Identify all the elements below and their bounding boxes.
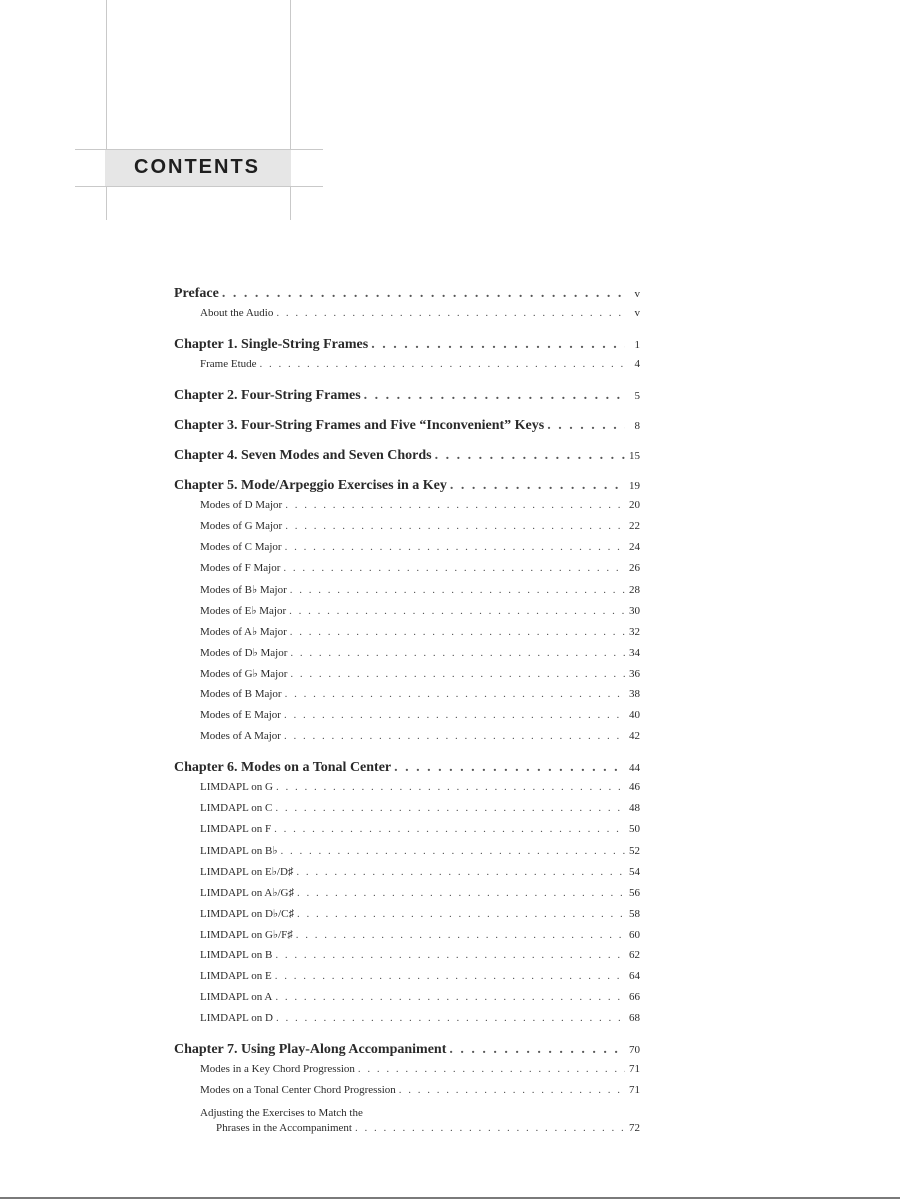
toc-entry-row xyxy=(200,520,640,541)
toc-entry-page-number: 22 xyxy=(629,520,640,532)
dot-leader xyxy=(290,647,625,659)
toc-gap xyxy=(174,439,640,448)
toc-section-entry[interactable] xyxy=(174,520,640,541)
toc-entry-page-number: 40 xyxy=(629,709,640,721)
toc-section-entry[interactable] xyxy=(174,886,640,907)
toc-entry-label: Chapter 3. Four-String Frames and Five “Inconvenient” Keys xyxy=(174,418,545,433)
toc-section-entry[interactable] xyxy=(174,688,640,709)
toc-entry-page-number: 68 xyxy=(629,1012,640,1024)
toc-entry-row xyxy=(200,625,640,646)
toc-section-entry[interactable] xyxy=(174,802,640,823)
toc-entry-label: LIMDAPL on A xyxy=(200,991,273,1003)
toc-entry-page-number: 15 xyxy=(629,450,640,462)
toc-entry-page-number: 66 xyxy=(629,991,640,1003)
toc-entry-label: LIMDAPL on G♭/F♯ xyxy=(200,929,293,941)
toc-entry-row xyxy=(174,337,640,358)
dot-leader xyxy=(296,929,625,941)
rule-bottom xyxy=(75,186,323,187)
toc-entry-row xyxy=(200,802,640,823)
toc-entry-label: LIMDAPL on E♭/D♯ xyxy=(200,866,294,878)
toc-section-entry[interactable] xyxy=(174,970,640,991)
toc-entry-label: LIMDAPL on E xyxy=(200,970,272,982)
dot-leader xyxy=(260,358,625,370)
toc-section-entry[interactable] xyxy=(174,1105,640,1143)
toc-entry-row xyxy=(174,478,640,499)
toc-chapter-entry[interactable] xyxy=(174,448,640,469)
toc-entry-row xyxy=(200,688,640,709)
toc-gap xyxy=(174,328,640,337)
toc-entry-label: Chapter 6. Modes on a Tonal Center xyxy=(174,760,392,775)
toc-entry-row xyxy=(200,541,640,562)
toc-entry-label: LIMDAPL on D xyxy=(200,1012,273,1024)
toc-entry-label: Modes of B Major xyxy=(200,688,282,700)
toc-chapter-entry[interactable] xyxy=(174,760,640,781)
toc-entry-label: Chapter 2. Four-String Frames xyxy=(174,388,361,403)
toc-section-entry[interactable] xyxy=(174,991,640,1012)
toc-entry-row xyxy=(200,970,640,991)
toc-section-entry[interactable] xyxy=(174,667,640,688)
toc-entry-row xyxy=(200,667,640,688)
toc-section-entry[interactable] xyxy=(174,844,640,865)
dot-leader xyxy=(276,1012,625,1024)
table-of-contents xyxy=(174,286,640,1143)
toc-entry-page-number: 52 xyxy=(629,845,640,857)
toc-entry-label: Modes of E Major xyxy=(200,709,281,721)
toc-entry-label: Modes of F Major xyxy=(200,562,281,574)
toc-entry-row xyxy=(174,418,640,439)
toc-section-entry[interactable] xyxy=(174,781,640,802)
dot-leader xyxy=(285,520,625,532)
toc-entry-row xyxy=(200,709,640,730)
page-title: CONTENTS xyxy=(134,156,260,178)
toc-entry-label: LIMDAPL on B xyxy=(200,949,273,961)
toc-entry-row xyxy=(174,448,640,469)
toc-section-entry[interactable] xyxy=(174,865,640,886)
dot-leader xyxy=(290,668,625,680)
toc-entry-label: Modes of A♭ Major xyxy=(200,626,287,638)
toc-entry-label: LIMDAPL on C xyxy=(200,802,273,814)
toc-entry-page-number: 62 xyxy=(629,949,640,961)
toc-section-entry[interactable] xyxy=(174,1012,640,1033)
toc-chapter-entry[interactable] xyxy=(174,418,640,439)
toc-entry-label-line1: Adjusting the Exercises to Match the xyxy=(200,1107,363,1119)
toc-entry-row xyxy=(174,286,640,307)
toc-entry-page-number: 28 xyxy=(629,584,640,596)
toc-entry-row xyxy=(200,1084,640,1105)
toc-entry-page-number: 44 xyxy=(629,762,640,774)
toc-gap xyxy=(174,469,640,478)
dot-leader xyxy=(355,1122,625,1134)
dot-leader xyxy=(364,388,625,404)
toc-entry-page-number: 20 xyxy=(629,499,640,511)
dot-leader xyxy=(399,1084,625,1096)
dot-leader xyxy=(297,887,625,899)
toc-entry-page-number: 42 xyxy=(629,730,640,742)
dot-leader xyxy=(285,499,625,511)
toc-entry-page-number: 71 xyxy=(629,1084,640,1096)
toc-chapter-entry[interactable] xyxy=(174,337,640,358)
toc-entry-label: Modes of A Major xyxy=(200,730,281,742)
toc-entry-page-number: 72 xyxy=(629,1122,640,1134)
dot-leader xyxy=(449,1042,625,1058)
dot-leader xyxy=(275,802,625,814)
toc-entry-page-number: 26 xyxy=(629,562,640,574)
toc-section-entry[interactable] xyxy=(174,307,640,328)
toc-entry-row xyxy=(200,307,640,328)
toc-entry-page-number: 60 xyxy=(629,929,640,941)
toc-entry-page-number: 1 xyxy=(634,339,640,351)
toc-section-entry[interactable] xyxy=(174,541,640,562)
toc-gap xyxy=(174,1033,640,1042)
dot-leader xyxy=(285,688,625,700)
toc-section-entry[interactable] xyxy=(174,1084,640,1105)
dot-leader xyxy=(290,584,625,596)
toc-entry-row xyxy=(200,358,640,379)
dot-leader xyxy=(275,991,625,1003)
toc-entry-page-number: 56 xyxy=(629,887,640,899)
dot-leader xyxy=(290,626,625,638)
toc-section-entry[interactable] xyxy=(174,823,640,844)
toc-entry-page-number: 70 xyxy=(629,1044,640,1056)
dot-leader xyxy=(284,730,625,742)
dot-leader xyxy=(275,970,625,982)
toc-entry-page-number: 8 xyxy=(634,420,640,432)
toc-entry-page-number: 64 xyxy=(629,970,640,982)
toc-gap xyxy=(174,379,640,388)
toc-entry-page-number: 48 xyxy=(629,802,640,814)
toc-section-entry[interactable] xyxy=(174,928,640,949)
toc-chapter-entry[interactable] xyxy=(174,286,640,307)
toc-entry-page-number: 50 xyxy=(629,823,640,835)
toc-entry-page-number: 32 xyxy=(629,626,640,638)
dot-leader xyxy=(285,541,625,553)
toc-entry-row xyxy=(200,604,640,625)
dot-leader xyxy=(276,781,625,793)
toc-entry-label: Modes of D♭ Major xyxy=(200,647,288,659)
dot-leader xyxy=(289,605,625,617)
toc-entry-label: LIMDAPL on D♭/C♯ xyxy=(200,908,295,920)
toc-section-entry[interactable] xyxy=(174,949,640,970)
toc-entry-label: LIMDAPL on A♭/G♯ xyxy=(200,887,295,899)
toc-entry-row xyxy=(174,388,640,409)
dot-leader xyxy=(358,1063,625,1075)
toc-entry-page-number: v xyxy=(634,288,640,300)
toc-entry-label: LIMDAPL on F xyxy=(200,823,272,835)
toc-entry-label: Frame Etude xyxy=(200,358,257,370)
toc-section-entry[interactable] xyxy=(174,625,640,646)
toc-entry-label: About the Audio xyxy=(200,307,274,319)
toc-entry-page-number: 54 xyxy=(629,866,640,878)
toc-entry-page-number: 46 xyxy=(629,781,640,793)
toc-entry-page-number: 58 xyxy=(629,908,640,920)
toc-entry-label: LIMDAPL on G xyxy=(200,781,273,793)
toc-section-entry[interactable] xyxy=(174,646,640,667)
toc-entry-row xyxy=(200,1063,640,1084)
toc-section-entry[interactable] xyxy=(174,709,640,730)
toc-entry-page-number: 5 xyxy=(634,390,640,402)
toc-entry-row xyxy=(200,907,640,928)
dot-leader xyxy=(283,562,625,574)
dot-leader xyxy=(394,760,625,776)
toc-entry-label: Modes of G Major xyxy=(200,520,283,532)
toc-section-entry[interactable] xyxy=(174,1063,640,1084)
toc-entry-row xyxy=(200,562,640,583)
toc-entry-label: Phrases in the Accompaniment xyxy=(216,1122,352,1134)
dot-leader xyxy=(275,949,625,961)
toc-section-entry[interactable] xyxy=(174,604,640,625)
toc-entry-label: Modes of E♭ Major xyxy=(200,605,287,617)
toc-entry-label: Chapter 5. Mode/Arpeggio Exercises in a Key xyxy=(174,478,447,493)
toc-section-entry[interactable] xyxy=(174,562,640,583)
toc-entry-row xyxy=(200,949,640,970)
toc-entry-row xyxy=(200,886,640,907)
crop-line-left xyxy=(106,0,107,220)
toc-entry-page-number: 34 xyxy=(629,647,640,659)
toc-chapter-entry[interactable] xyxy=(174,388,640,409)
toc-entry-row xyxy=(200,583,640,604)
toc-entry-page-number: 30 xyxy=(629,605,640,617)
toc-entry-page-number: 38 xyxy=(629,688,640,700)
toc-gap xyxy=(174,409,640,418)
toc-section-entry[interactable] xyxy=(174,499,640,520)
toc-section-entry[interactable] xyxy=(174,907,640,928)
toc-chapter-entry[interactable] xyxy=(174,1042,640,1063)
toc-entry-page-number: 36 xyxy=(629,668,640,680)
dot-leader xyxy=(450,478,625,494)
toc-entry-page-number: 24 xyxy=(629,541,640,553)
toc-entry-label: LIMDAPL on B♭ xyxy=(200,845,278,857)
toc-entry-row xyxy=(200,865,640,886)
dot-leader xyxy=(296,866,625,878)
toc-entry-row xyxy=(200,1012,640,1033)
toc-entry-label: Modes of G♭ Major xyxy=(200,668,288,680)
toc-entry-label: Modes of D Major xyxy=(200,499,283,511)
toc-entry-row xyxy=(200,1122,640,1143)
toc-entry-label: Modes on a Tonal Center Chord Progression xyxy=(200,1084,396,1096)
toc-entry-row xyxy=(200,991,640,1012)
toc-section-entry[interactable] xyxy=(174,730,640,751)
page-bottom-border xyxy=(0,1197,900,1199)
dot-leader xyxy=(297,908,625,920)
toc-chapter-entry[interactable] xyxy=(174,478,640,499)
toc-entry-page-number: 71 xyxy=(629,1063,640,1075)
toc-entry-row xyxy=(200,928,640,949)
toc-entry-label: Chapter 7. Using Play-Along Accompaniment xyxy=(174,1042,447,1057)
dot-leader xyxy=(281,845,625,857)
toc-entry-row xyxy=(200,730,640,751)
toc-entry-label: Chapter 1. Single-String Frames xyxy=(174,337,369,352)
toc-entry-row xyxy=(174,1042,640,1063)
toc-entry-row xyxy=(200,781,640,802)
dot-leader xyxy=(435,448,625,464)
toc-gap xyxy=(174,751,640,760)
toc-entry-page-number: v xyxy=(634,307,640,319)
toc-entry-row xyxy=(200,844,640,865)
toc-entry-page-number: 4 xyxy=(634,358,640,370)
toc-entry-row xyxy=(200,646,640,667)
toc-section-entry[interactable] xyxy=(174,358,640,379)
toc-entry-label: Preface xyxy=(174,286,219,301)
dot-leader xyxy=(276,307,625,319)
toc-entry-label: Chapter 4. Seven Modes and Seven Chords xyxy=(174,448,432,463)
dot-leader xyxy=(371,337,625,353)
toc-section-entry[interactable] xyxy=(174,583,640,604)
dot-leader xyxy=(222,286,625,302)
toc-entry-label: Modes in a Key Chord Progression xyxy=(200,1063,355,1075)
dot-leader xyxy=(284,709,625,721)
toc-entry-label: Modes of C Major xyxy=(200,541,282,553)
dot-leader xyxy=(547,418,625,434)
toc-entry-page-number: 19 xyxy=(629,480,640,492)
toc-entry-row xyxy=(174,760,640,781)
toc-entry-row xyxy=(200,499,640,520)
crop-line-right xyxy=(290,0,291,220)
toc-entry-row xyxy=(200,823,640,844)
toc-entry-label: Modes of B♭ Major xyxy=(200,584,287,596)
dot-leader xyxy=(274,823,625,835)
